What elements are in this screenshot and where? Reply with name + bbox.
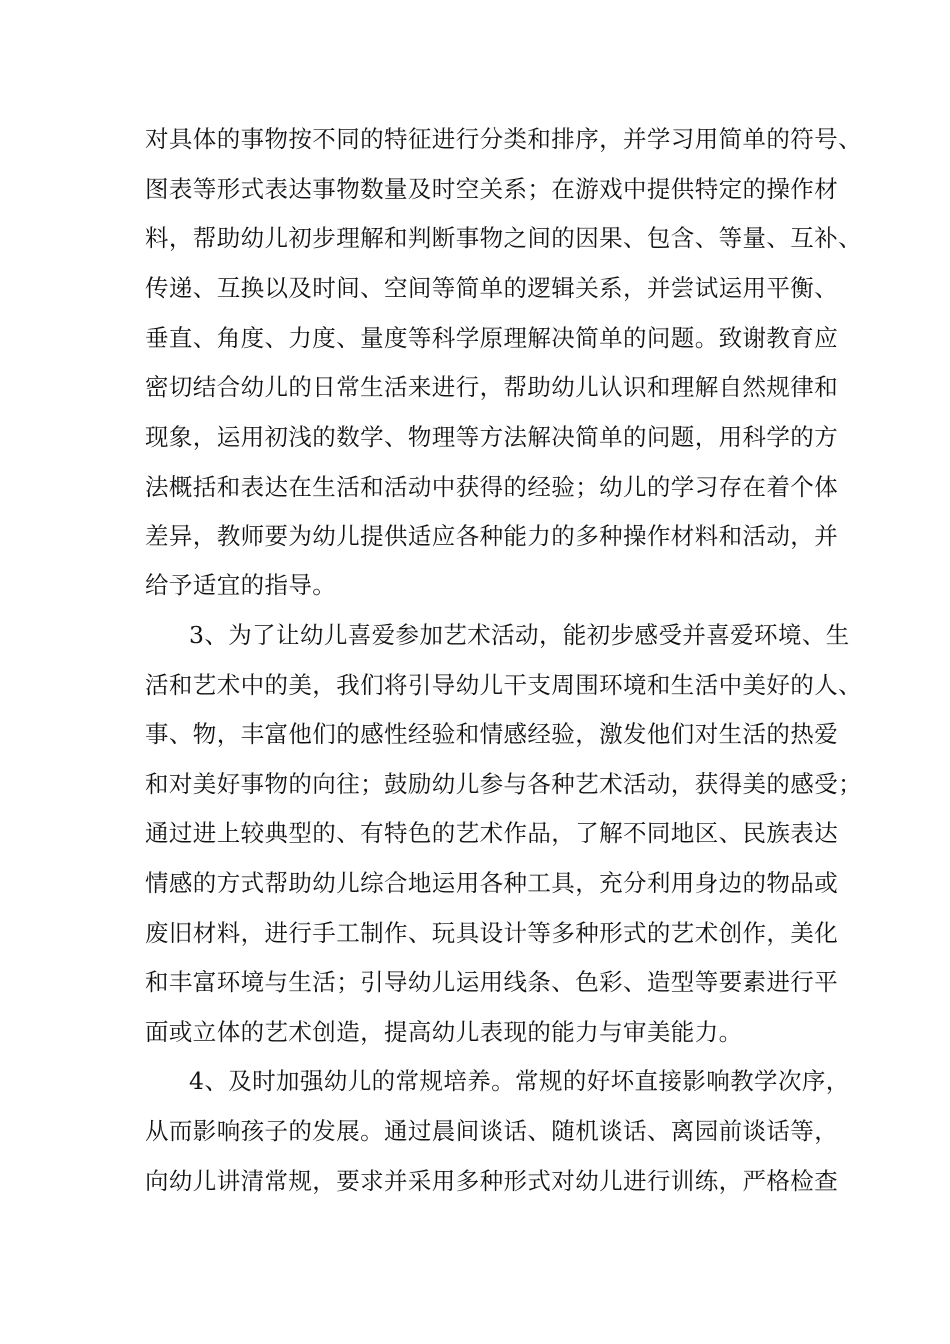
text-line: 差异，教师要为幼儿提供适应各种能力的多种操作材料和活动，并 [145,522,839,550]
text-line: 给予适宜的指导。 [145,571,337,599]
text-line: 面或立体的艺术创造，提高幼儿表现的能力与审美能力。 [145,1018,743,1046]
text-line: 传递、互换以及时间、空间等简单的逻辑关系，并尝试运用平衡、 [145,274,839,302]
text-line: 现象，运用初浅的数学、物理等方法解决简单的问题，用科学的方 [145,423,839,451]
text-line: 活和艺术中的美，我们将引导幼儿干支周围环境和生活中美好的人、 [145,671,862,699]
text-line: 和对美好事物的向往；鼓励幼儿参与各种艺术活动，获得美的感受； [145,770,862,798]
text-line: 图表等形式表达事物数量及时空关系；在游戏中提供特定的操作材 [145,175,839,203]
text-line: 废旧材料，进行手工制作、玩具设计等多种形式的艺术创作，美化 [145,919,839,947]
paragraph-3-first-line: 3、为了让幼儿喜爱参加艺术活动，能初步感受并喜爱环境、生 [189,621,850,649]
text-line: 对具体的事物按不同的特征进行分类和排序，并学习用简单的符号、 [145,125,862,153]
text-line: 向幼儿讲清常规，要求并采用多种形式对幼儿进行训练，严格检查 [145,1167,839,1195]
paragraph-4-first-line: 4、及时加强幼儿的常规培养。常规的好坏直接影响教学次序， [189,1067,850,1095]
text-line: 通过进上较典型的、有特色的艺术作品，了解不同地区、民族表达 [145,819,839,847]
text-line: 垂直、角度、力度、量度等科学原理解决简单的问题。致谢教育应 [145,324,839,352]
text-line: 料，帮助幼儿初步理解和判断事物之间的因果、包含、等量、互补、 [145,224,862,252]
text-line: 法概括和表达在生活和活动中获得的经验；幼儿的学习存在着个体 [145,473,839,501]
text-line: 密切结合幼儿的日常生活来进行，帮助幼儿认识和理解自然规律和 [145,373,839,401]
text-line: 和丰富环境与生活；引导幼儿运用线条、色彩、造型等要素进行平 [145,968,839,996]
text-line: 从而影响孩子的发展。通过晨间谈话、随机谈话、离园前谈话等， [145,1117,839,1145]
text-line: 情感的方式帮助幼儿综合地运用各种工具，充分利用身边的物品或 [145,869,839,897]
text-line: 事、物，丰富他们的感性经验和情感经验，激发他们对生活的热爱 [145,720,839,748]
